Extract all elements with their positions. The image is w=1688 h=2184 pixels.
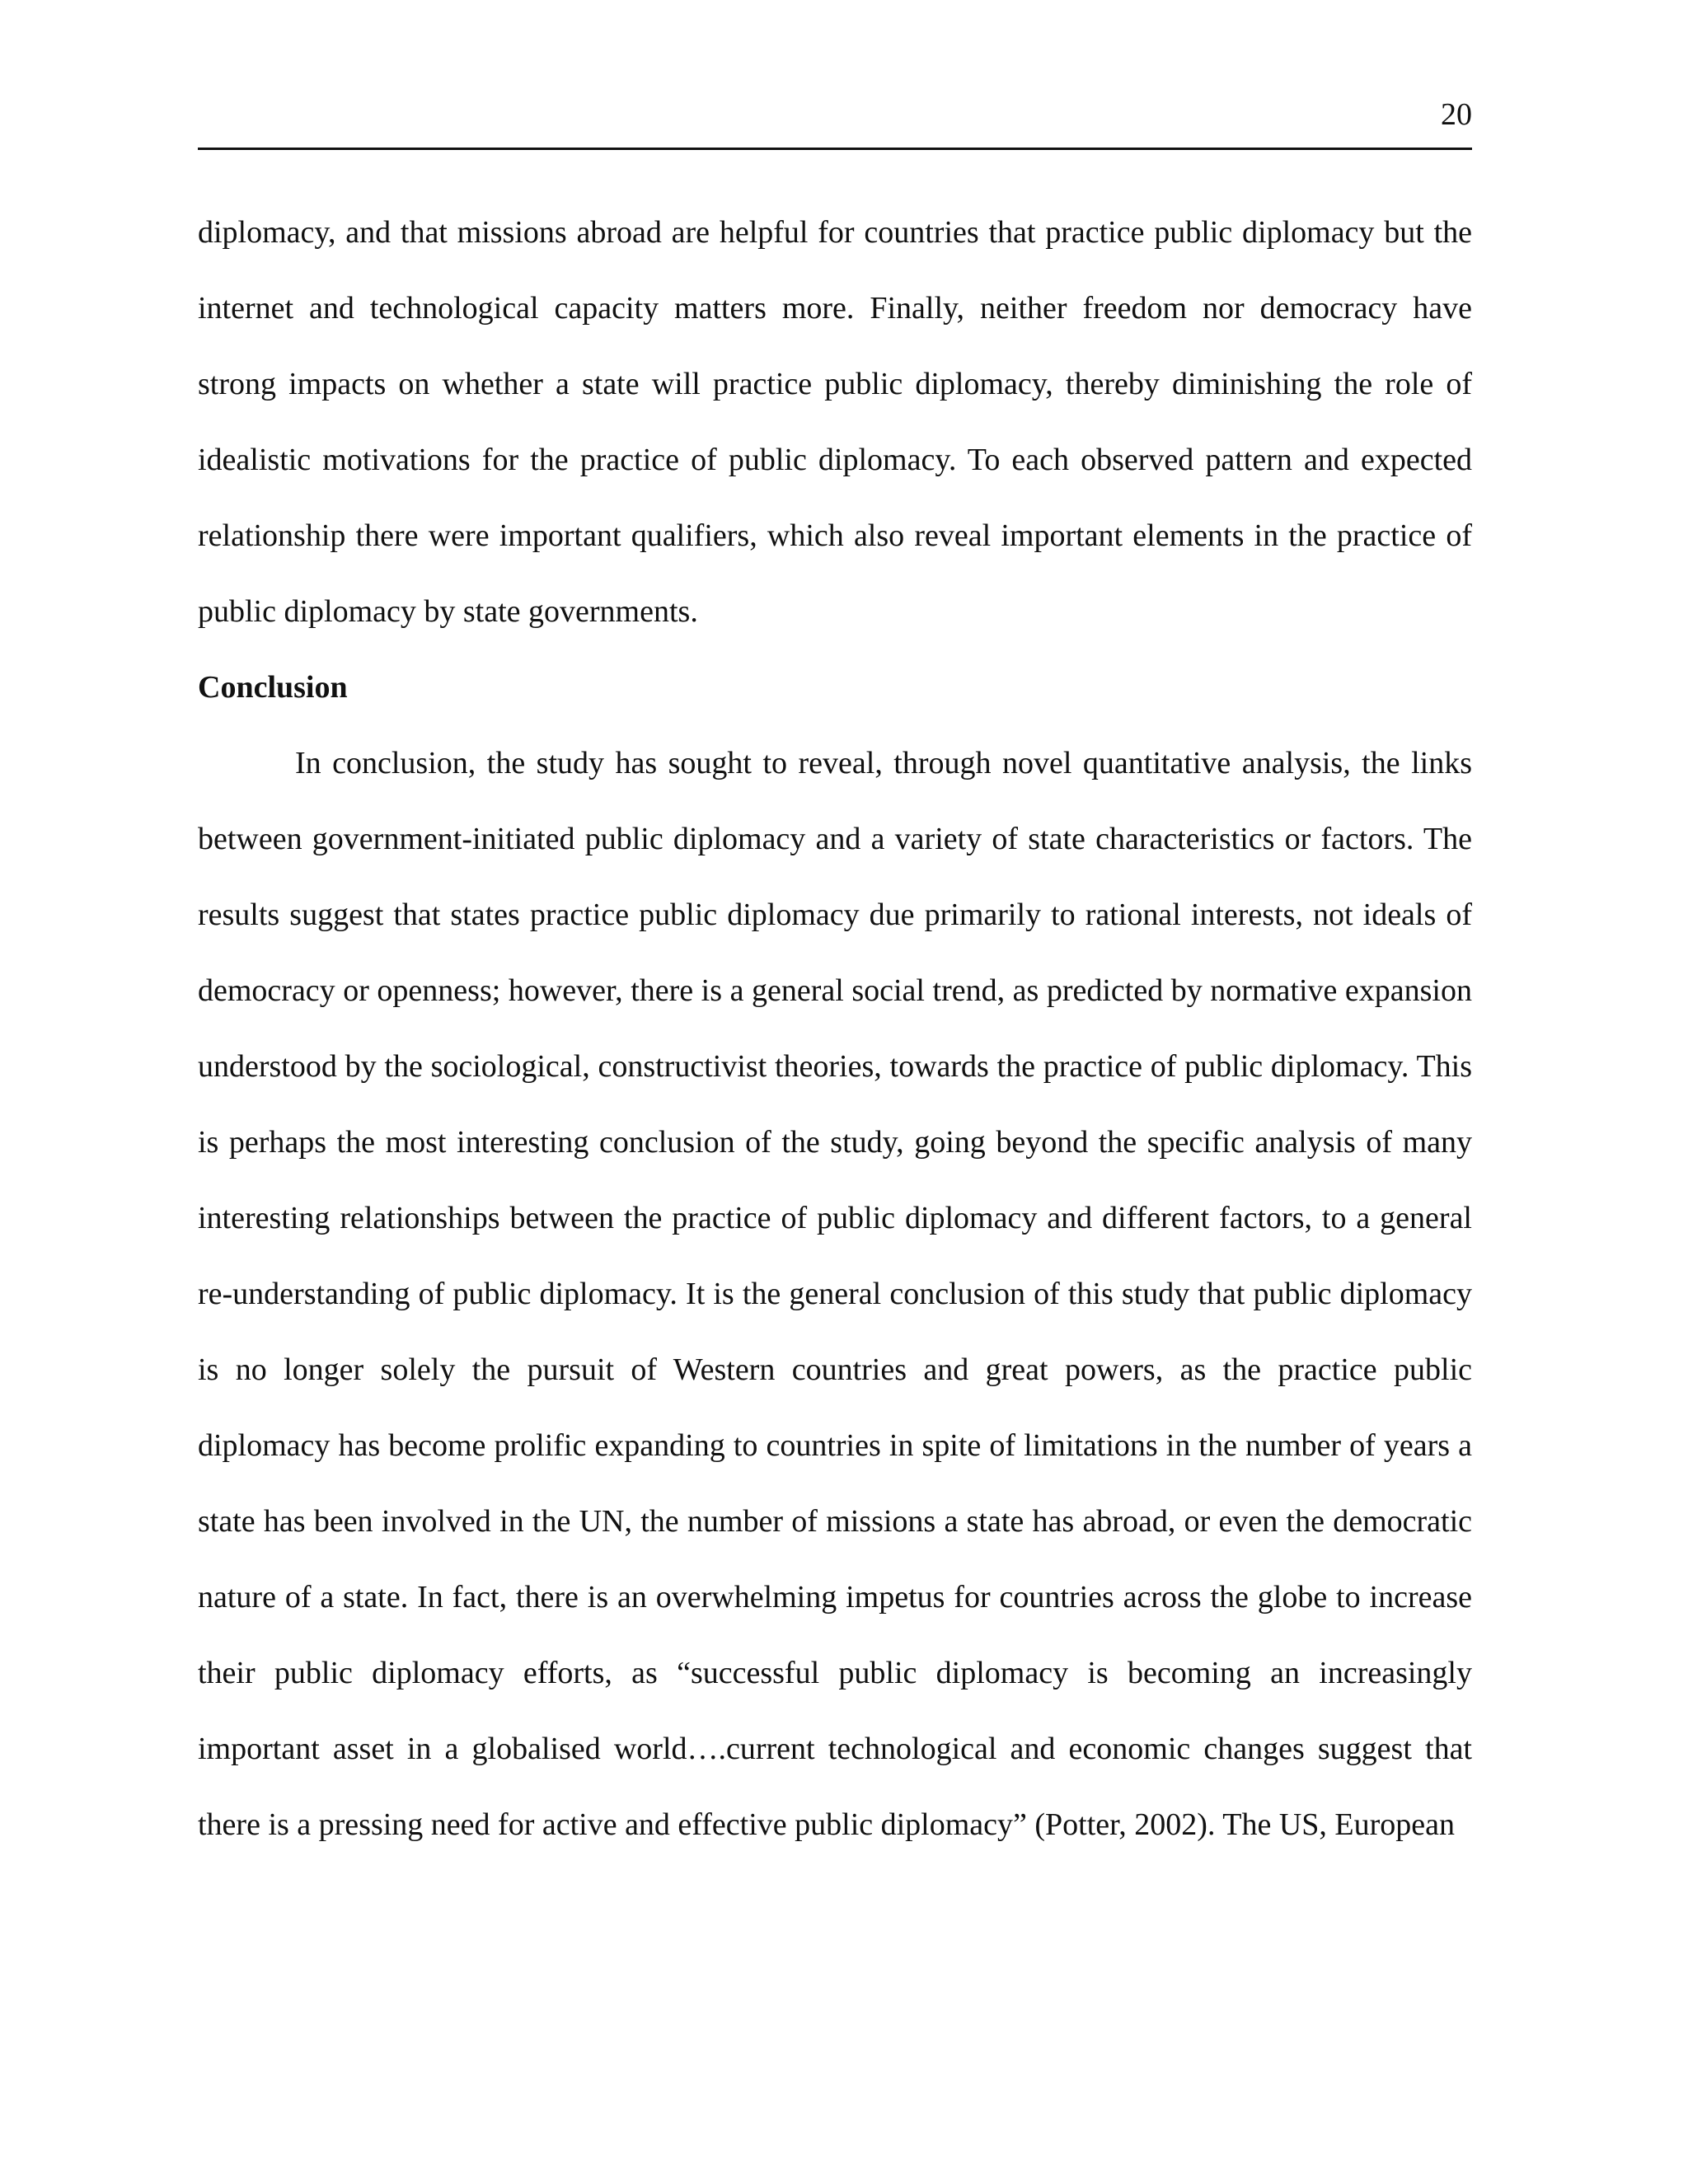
- paragraph-intro: diplomacy, and that missions abroad are helpful for countries that practice public diplomacy but the internet and technological capacity matters more. Finally, neither freedom nor democracy have strong impacts on whether a state will practice public diplomacy, thereby diminishing the role of idealistic motivations for the practice of public diplomacy. To each observed pattern and expected relationship there were important qualifiers, which also reveal important elements in the practice of public diplomacy by state governments.: [198, 215, 1472, 629]
- paragraph-conclusion: In conclusion, the study has sought to reveal, through novel quantitative analysis, the links between government-initiated public diplomacy and a variety of state characteristics or factors. The results suggest that states practice public diplomacy due primarily to rational interests, not ideals of democracy or openness; however, there is a general social trend, as predicted by normative expansion understood by the sociological, constructivist theories, towards the practice of public diplomacy. This is perhaps the most interesting conclusion of the study, going beyond the specific analysis of many interesting relationships between the practice of public diplomacy and different factors, to a general re-understanding of public diplomacy. It is the general conclusion of this study that public diplomacy is no longer solely the pursuit of Western countries and great powers, as the practice public diplomacy has become prolific expanding to countries in spite of limitations in the number of years a state has been involved in the UN, the number of missions a state has abroad, or even the democratic nature of a state. In fact, there is an overwhelming impetus for countries across the globe to increase their public diplomacy efforts, as “successful public diplomacy is becoming an increasingly important asset in a globalised world….current technological and economic changes suggest that there is a pressing need for active and effective public diplomacy” (Potter, 2002). The US, European: [198, 746, 1472, 1842]
- header-rule: [198, 148, 1472, 150]
- section-heading-conclusion: Conclusion: [198, 670, 348, 705]
- page-content: [198, 194, 1472, 1863]
- page-number: 20: [1441, 97, 1472, 132]
